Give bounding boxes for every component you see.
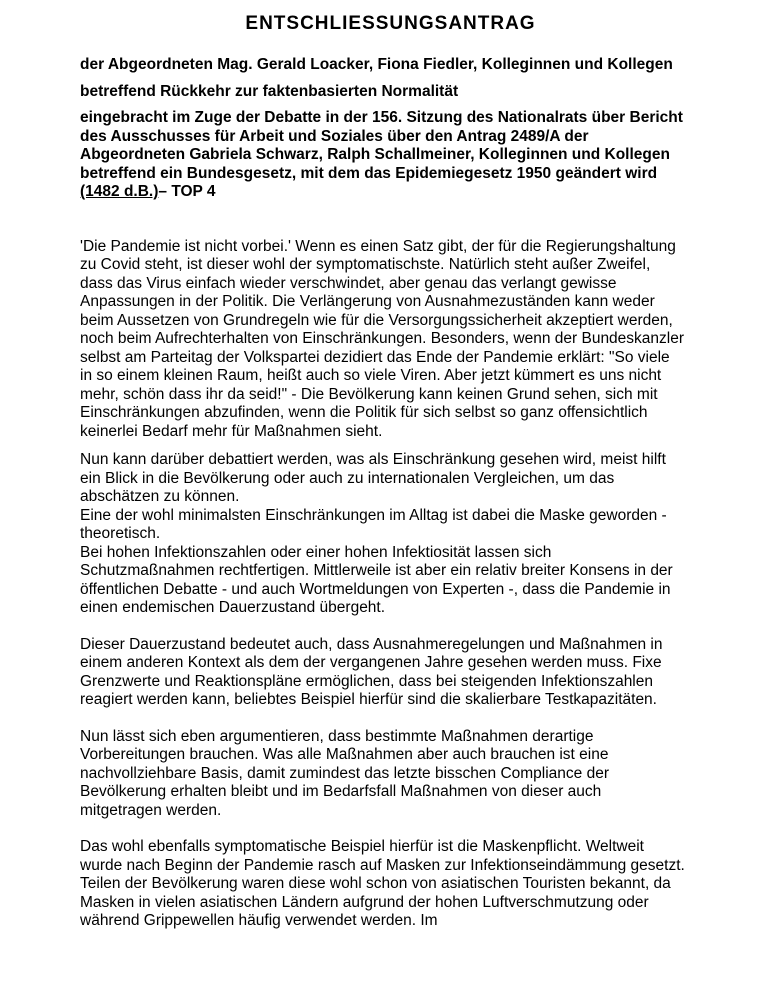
document-body xyxy=(80,238,685,931)
paragraph: Nun kann darüber debattiert werden, was als Einschränkung gesehen wird, meist hilft ein Blick in die Bevölkerung oder auch zu internationalen Vergleichen, um das abschätzen zu können. xyxy=(80,451,666,505)
paragraph: Dieser Dauerzustand bedeutet auch, dass Ausnahmeregelungen und Maßnahmen in einem anderen Kontext als dem der vergangenen Jahre gesehen werden muss. Fixe Grenzwerte und Reaktionspläne ermöglichen, dass bei steigenden Infektionszahlen reagiert werden kann, beliebtes Beispiel hierfür sind die skalierbare Testkapazitäten. xyxy=(80,635,663,708)
context-line xyxy=(80,109,685,202)
authors-line: der Abgeordneten Mag. Gerald Loacker, Fiona Fiedler, Kolleginnen und Kollegen xyxy=(80,56,673,73)
document-link[interactable]: (1482 d.B.) xyxy=(80,183,159,200)
document-title: ENTSCHLIESSUNGSANTRAG xyxy=(245,13,536,34)
paragraph: 'Die Pandemie ist nicht vorbei.' Wenn es einen Satz gibt, der für die Regierungshaltung zu Covid steht, ist dieser wohl der symptomatischste. Natürlich steht außer Zweifel, dass das Virus einfach wieder verschwindet, aber genau das verlangt gewisse Anpassungen in der Politik. Die Verlängerung von Ausnahmezuständen kann weder beim Aussetzen von Grundregeln wie für die Versorgungssicherheit akzeptiert werden, noch beim Aufrechterhalten von Einschränkungen. Besonders, wenn der Bundeskanzler selbst am Parteitag der Volkspartei dezidiert das Ende der Pandemie erklärt: "So viele in so einem kleinen Raum, heißt auch so viele Viren. Aber jetzt kümmert es uns nicht mehr, schön dass ihr da seid!" - Die Bevölkerung kann keinen Grund sehen, sich mit Einschränkungen abzufinden, wenn die Politik für sich selbst so ganz offensichtlich keinerlei Bedarf mehr für Maßnahmen sieht. xyxy=(80,237,685,440)
document-page xyxy=(80,12,685,941)
context-text: eingebracht im Zuge der Debatte in der 156. Sitzung des Nationalrats über Bericht des Ausschusses für Arbeit und Soziales über den Antrag 2489/A der Abgeordneten Gabriela Schwarz, Ralph Schallmeiner, Kolleginnen und Kollegen betreffend ein Bundesgesetz, mit dem das Epidemiegesetz 1950 geändert wird xyxy=(80,109,683,182)
paragraph: Nun lässt sich eben argumentieren, dass bestimmte Maßnahmen derartige Vorbereitungen brauchen. Was alle Maßnahmen aber auch brauchen ist eine nachvollziehbare Basis, damit zumindest das letzte bisschen Compliance der Bevölkerung erhalten bleibt und im Bedarfsfall Maßnahmen von dieser auch mitgetragen werden. xyxy=(80,727,609,819)
paragraph: Das wohl ebenfalls symptomatische Beispiel hierfür ist die Maskenpflicht. Weltweit wurde nach Beginn der Pandemie rasch auf Masken zur Infektionseindämmung gesetzt. Teilen der Bevölkerung waren diese wohl schon von asiatischen Touristen bekannt, da Masken in vielen asiatischen Ländern aufgrund der hohen Luftverschmutzung oder während Grippewellen häufig verwendet werden. Im xyxy=(80,838,685,929)
paragraph: Eine der wohl minimalsten Einschränkungen im Alltag ist dabei die Maske geworden - theoretisch. xyxy=(80,506,667,542)
paragraph: Bei hohen Infektionszahlen oder einer hohen Infektiosität lassen sich Schutzmaßnahmen rechtfertigen. Mittlerweile ist aber ein relativ breiter Konsens in der öffentlichen Debatte - und auch Wortmeldungen von Experten -, dass die Pandemie in einen endemischen Dauerzustand übergeht. xyxy=(80,543,673,616)
context-suffix: – TOP 4 xyxy=(158,183,216,200)
subject-line: betreffend Rückkehr zur faktenbasierten Normalität xyxy=(80,82,459,100)
